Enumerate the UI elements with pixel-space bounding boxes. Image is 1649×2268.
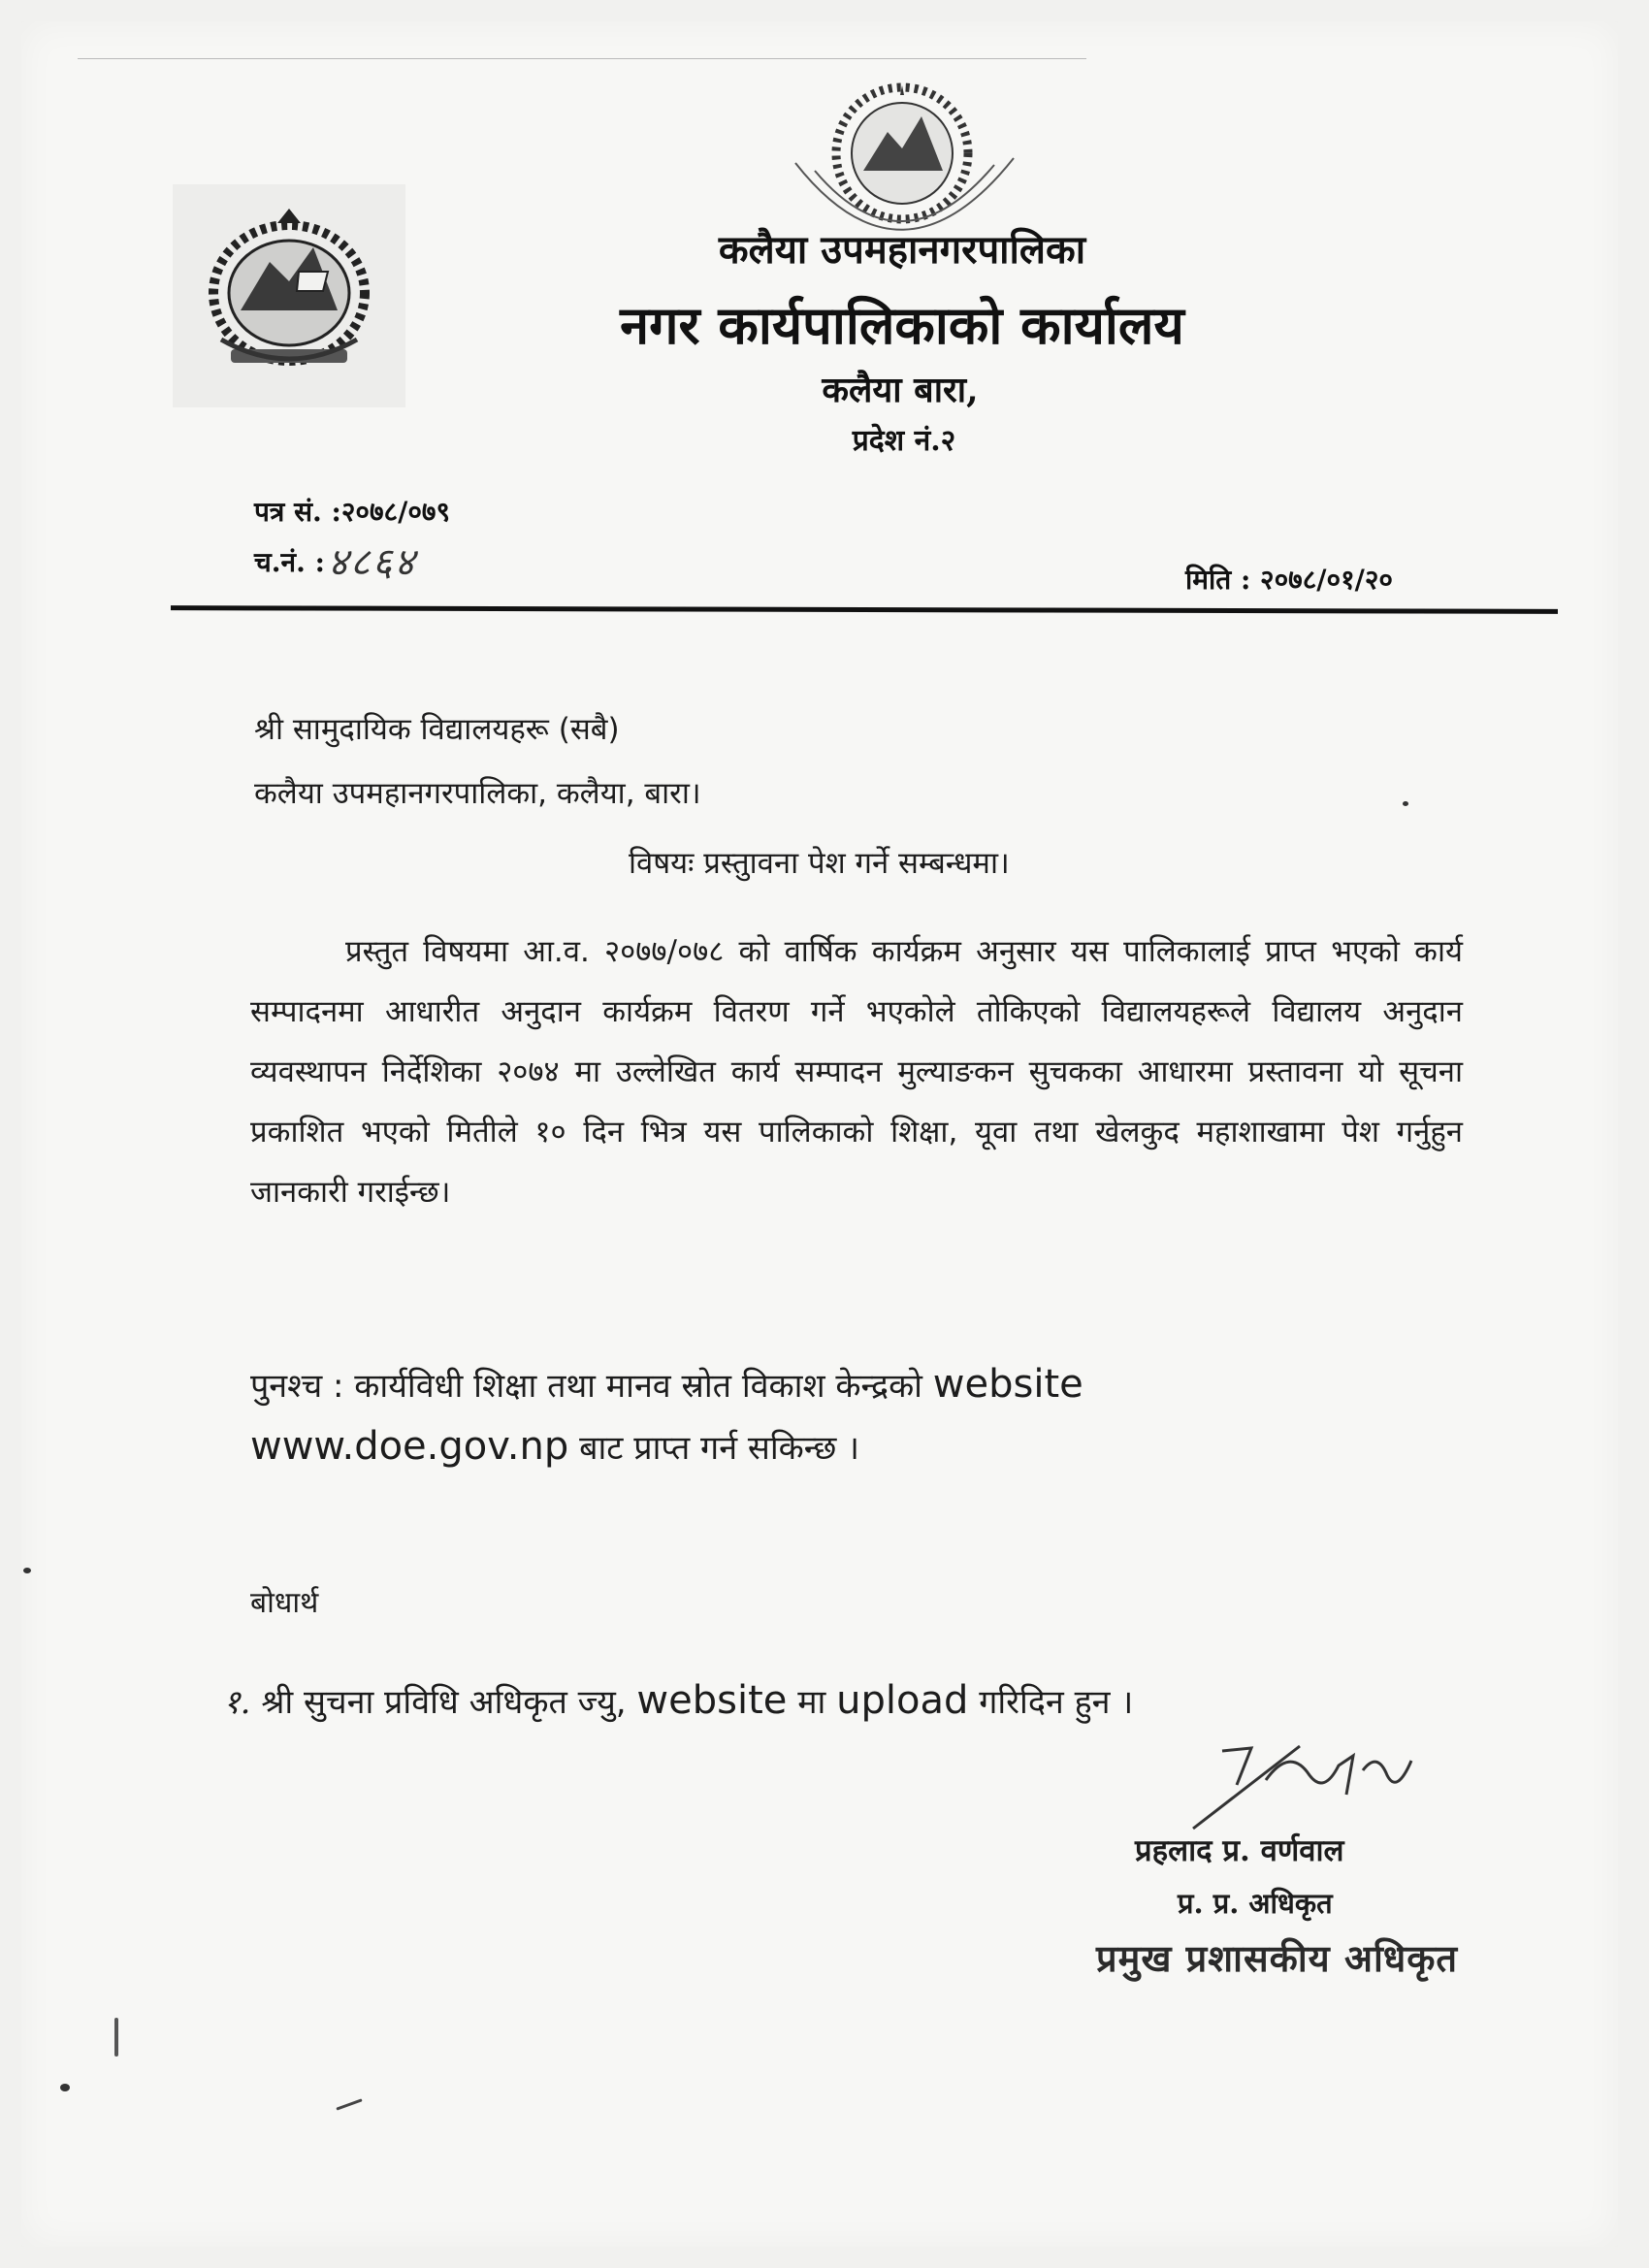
paper-speck [23,1568,31,1573]
cc-item-website: website [636,1678,788,1723]
municipality-name: कलैया उपमहानगरपालिका [718,227,1086,273]
dispatch-number-handwritten: ४८६४ [328,540,417,585]
letter-reference-number: पत्र सं. :२०७८/०७९ [254,496,451,528]
cc-item [223,1678,1133,1723]
cc-item-text-c: मा [797,1683,826,1722]
letter-subject: विषयः प्रस्तुावना पेश गर्ने सम्बन्धमा। [629,846,1010,881]
cc-item-text-e: गरिदिन हुन । [979,1683,1134,1722]
handwritten-signature [1183,1727,1436,1837]
paper-speck [60,2084,70,2091]
recipient-line-2: कलैया उपमहानगरपालिका, कलैया, बारा। [254,776,701,811]
postscript-url: www.doe.gov.np [250,1424,569,1469]
paper-speck [1403,801,1408,806]
letter-date: मिति : २०७८/०१/२० [1185,564,1393,596]
postscript-line-2 [250,1416,1220,1478]
office-name: नगर कार्यपालिकाको कार्यालय [620,294,1184,356]
postscript [250,1354,1220,1478]
postscript-website-word: website [932,1362,1083,1407]
letter-body: प्रस्तुत विषयमा आ.व. २०७७/०७८ को वार्षिक कार्यक्रम अनुसार यस पालिकालाई प्राप्त भएको कार्य सम्पादनमा आधारीत अनुदान कार्यक्रम वितरण गर्ने भएकोले तोकिएको विद्यालयहरूले विद्यालय अनुदान व्यवस्थापन निर्देशिका २०७४ मा उल्लेखित कार्य सम्पादन मुल्याङकन सुचकका आधारमा प्रस्तावना यो सूचना प्रकाशित भएको मितीले १० दिन भित्र यस पालिकाको शिक्षा, यूवा तथा खेलकुद महाशाखामा पेश गर्नुहुन जानकारी गराईन्छ। [250,934,1463,1210]
signatory-name: प्रहलाद प्र. वर्णवाल [1135,1833,1344,1868]
province-number: प्रदेश नं.२ [852,424,956,458]
cc-item-upload: upload [836,1678,969,1723]
cc-heading: बोधार्थ [250,1586,319,1620]
postscript-text-2: बाट प्राप्त गर्न सकिन्छ । [579,1429,860,1468]
office-location: कलैया बारा, [822,370,979,410]
cc-item-text-a: श्री सुचना प्रविधि अधिकृत ज्यु, [261,1683,627,1722]
postscript-text-1: पुनश्च : कार्यविधी शिक्षा तथा मानव स्रोत विकाश केन्द्रको [250,1367,922,1406]
postscript-line-1 [250,1354,1220,1416]
recipient-line-1: श्री सामुदायिक विद्यालयहरू (सबै) [254,712,620,747]
signatory-rubber-stamp: प्रमुख प्रशासकीय अधिकृत [1096,1936,1459,1980]
signatory-title: प्र. प्र. अधिकृत [1178,1887,1333,1920]
dispatch-number-label: च.नं. : [254,546,325,578]
paper-mark [114,2018,118,2057]
cc-item-number: १. [223,1683,251,1722]
